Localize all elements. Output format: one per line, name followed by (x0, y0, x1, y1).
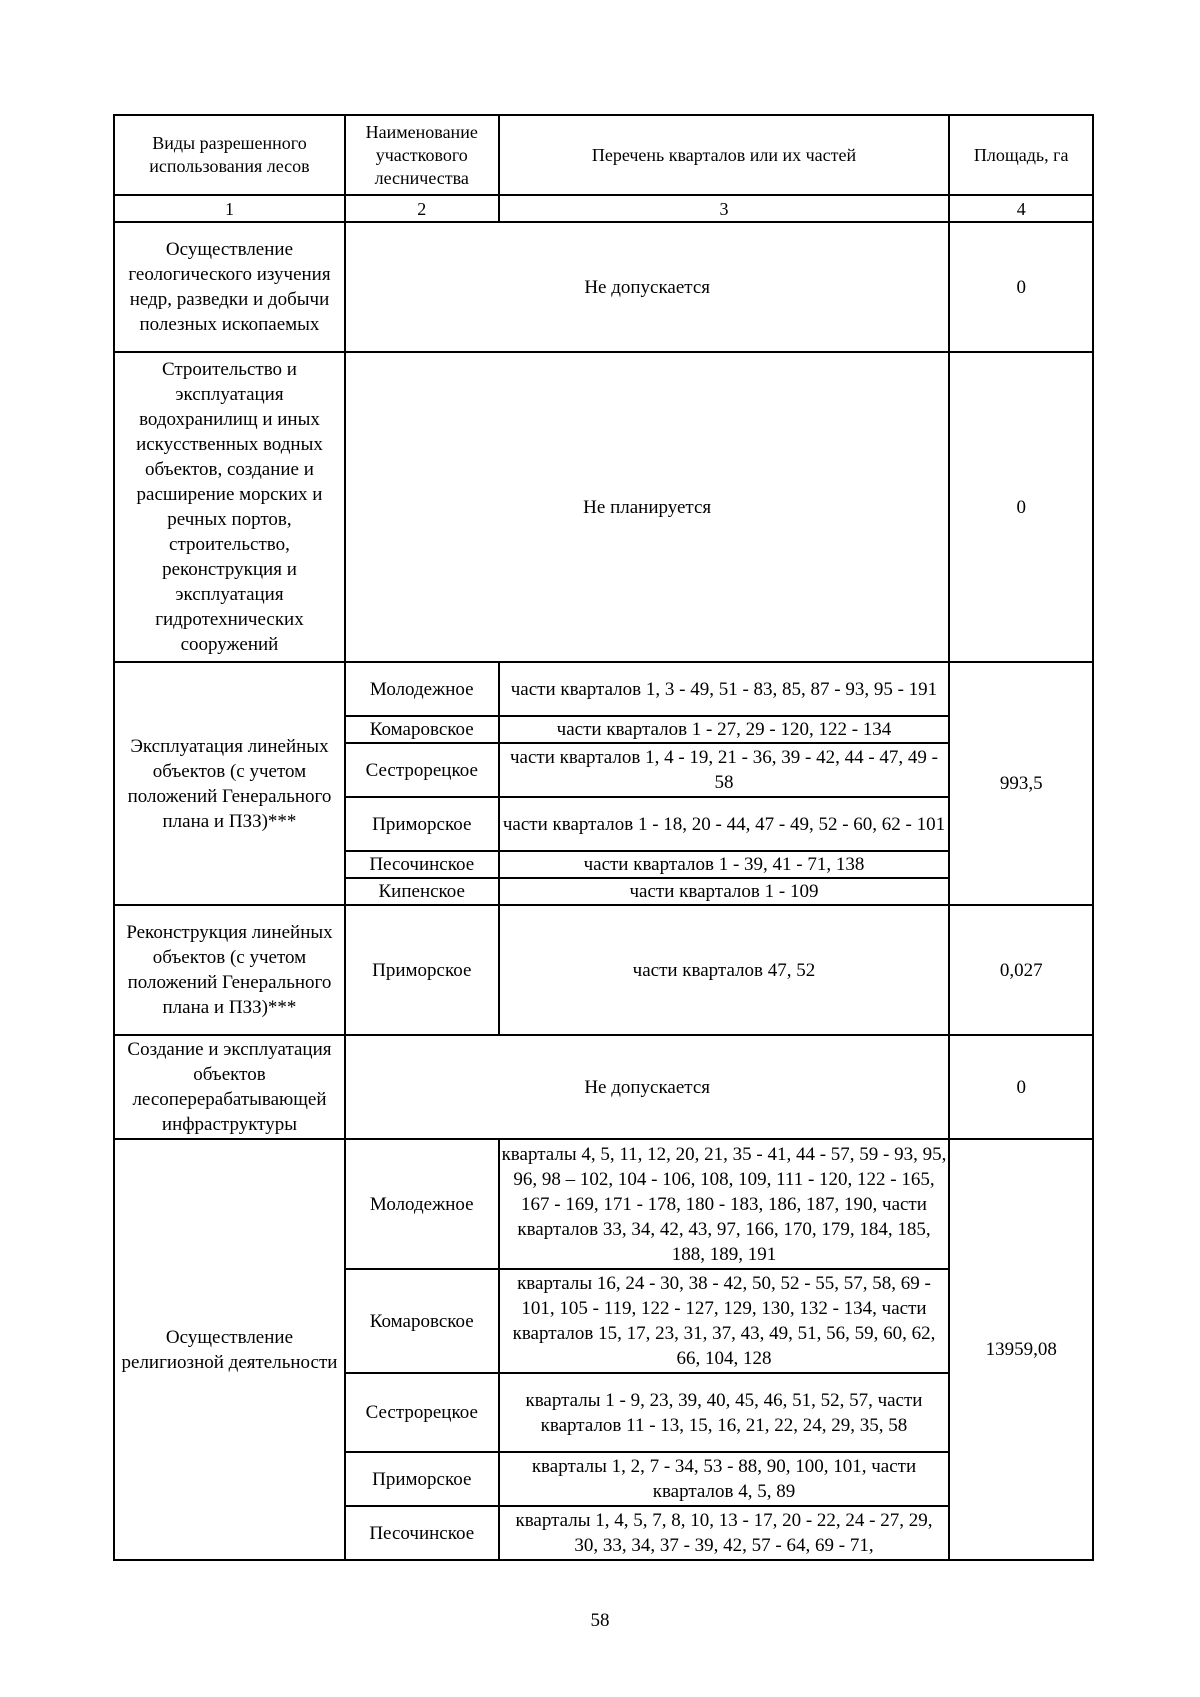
quarters-cell: кварталы 4, 5, 11, 12, 20, 21, 35 - 41, 44 - 57, 59 - 93, 95, 96, 98 – 102, 104 - 106, 108, 109, 111 - 120, 122 - 165, 167 - 169, 171 - 178, 180 - 183, 186, 187, 190, части кварталов 33, 34, 42, 43, 97, 166, 170, 179, 184, 185, 188, 189, 191 (499, 1139, 950, 1269)
quarters-cell: части кварталов 1, 3 - 49, 51 - 83, 85, 87 - 93, 95 - 191 (499, 662, 950, 716)
table-header-row (114, 115, 1093, 195)
area-cell: 0,027 (949, 905, 1093, 1035)
quarters-cell: части кварталов 1 - 18, 20 - 44, 47 - 49, 52 - 60, 62 - 101 (499, 797, 950, 851)
forestry-cell: Сестрорецкое (345, 743, 499, 797)
header-quarters: Перечень кварталов или их частей (499, 115, 950, 195)
quarters-cell: части кварталов 47, 52 (499, 905, 950, 1035)
table-row (114, 1139, 1093, 1269)
use-type-cell: Создание и эксплуатация объектов лесоперерабатывающей инфраструктуры (114, 1035, 345, 1139)
column-number: 4 (949, 195, 1093, 222)
forestry-cell: Молодежное (345, 1139, 499, 1269)
forestry-cell: Комаровское (345, 716, 499, 743)
quarters-cell: кварталы 1, 4, 5, 7, 8, 10, 13 - 17, 20 - 22, 24 - 27, 29, 30, 33, 34, 37 - 39, 42, 57 - 64, 69 - 71, (499, 1506, 950, 1560)
column-number: 1 (114, 195, 345, 222)
header-forestry: Наименование участкового лесничества (345, 115, 499, 195)
area-cell: 0 (949, 222, 1093, 352)
forestry-cell: Комаровское (345, 1269, 499, 1373)
quarters-cell: кварталы 1 - 9, 23, 39, 40, 45, 46, 51, 52, 57, части кварталов 11 - 13, 15, 16, 21, 22, 24, 29, 35, 58 (499, 1373, 950, 1452)
note-cell: Не планируется (345, 352, 949, 662)
area-cell: 0 (949, 352, 1093, 662)
table-row (114, 352, 1093, 662)
use-type-cell: Реконструкция линейных объектов (с учетом положений Генерального плана и ПЗЗ)*** (114, 905, 345, 1035)
forestry-cell: Песочинское (345, 1506, 499, 1560)
forestry-cell: Приморское (345, 905, 499, 1035)
note-cell: Не допускается (345, 222, 949, 352)
header-area: Площадь, га (949, 115, 1093, 195)
quarters-cell: кварталы 16, 24 - 30, 38 - 42, 50, 52 - 55, 57, 58, 69 - 101, 105 - 119, 122 - 127, 129, 130, 132 - 134, части кварталов 15, 17, 23, 31, 37, 43, 49, 51, 56, 59, 60, 62, 66, 104, 128 (499, 1269, 950, 1373)
quarters-cell: части кварталов 1 - 109 (499, 878, 950, 905)
forestry-cell: Приморское (345, 797, 499, 851)
use-type-cell: Осуществление геологического изучения недр, разведки и добычи полезных ископаемых (114, 222, 345, 352)
area-cell: 993,5 (949, 662, 1093, 905)
header-use-type: Виды разрешенного использования лесов (114, 115, 345, 195)
forestry-cell: Кипенское (345, 878, 499, 905)
use-type-cell: Осуществление религиозной деятельности (114, 1139, 345, 1560)
table-row (114, 1035, 1093, 1139)
column-number: 3 (499, 195, 950, 222)
quarters-cell: части кварталов 1, 4 - 19, 21 - 36, 39 - 42, 44 - 47, 49 - 58 (499, 743, 950, 797)
quarters-cell: части кварталов 1 - 27, 29 - 120, 122 - 134 (499, 716, 950, 743)
note-cell: Не допускается (345, 1035, 949, 1139)
use-type-cell: Эксплуатация линейных объектов (с учетом положений Генерального плана и ПЗЗ)*** (114, 662, 345, 905)
use-type-cell: Строительство и эксплуатация водохранилищ и иных искусственных водных объектов, создание и расширение морских и речных портов, строительство, реконструкция и эксплуатация гидротехнических сооружений (114, 352, 345, 662)
table-row (114, 905, 1093, 1035)
area-cell: 0 (949, 1035, 1093, 1139)
forestry-cell: Песочинское (345, 851, 499, 878)
quarters-cell: кварталы 1, 2, 7 - 34, 53 - 88, 90, 100, 101, части кварталов 4, 5, 89 (499, 1452, 950, 1506)
quarters-cell: части кварталов 1 - 39, 41 - 71, 138 (499, 851, 950, 878)
column-number: 2 (345, 195, 499, 222)
area-cell: 13959,08 (949, 1139, 1093, 1560)
column-number-row (114, 195, 1093, 222)
table-row (114, 222, 1093, 352)
forestry-cell: Сестрорецкое (345, 1373, 499, 1452)
table-row (114, 662, 1093, 716)
forest-use-table (113, 114, 1094, 1561)
forestry-cell: Молодежное (345, 662, 499, 716)
forestry-cell: Приморское (345, 1452, 499, 1506)
page-number: 58 (590, 1610, 610, 1631)
